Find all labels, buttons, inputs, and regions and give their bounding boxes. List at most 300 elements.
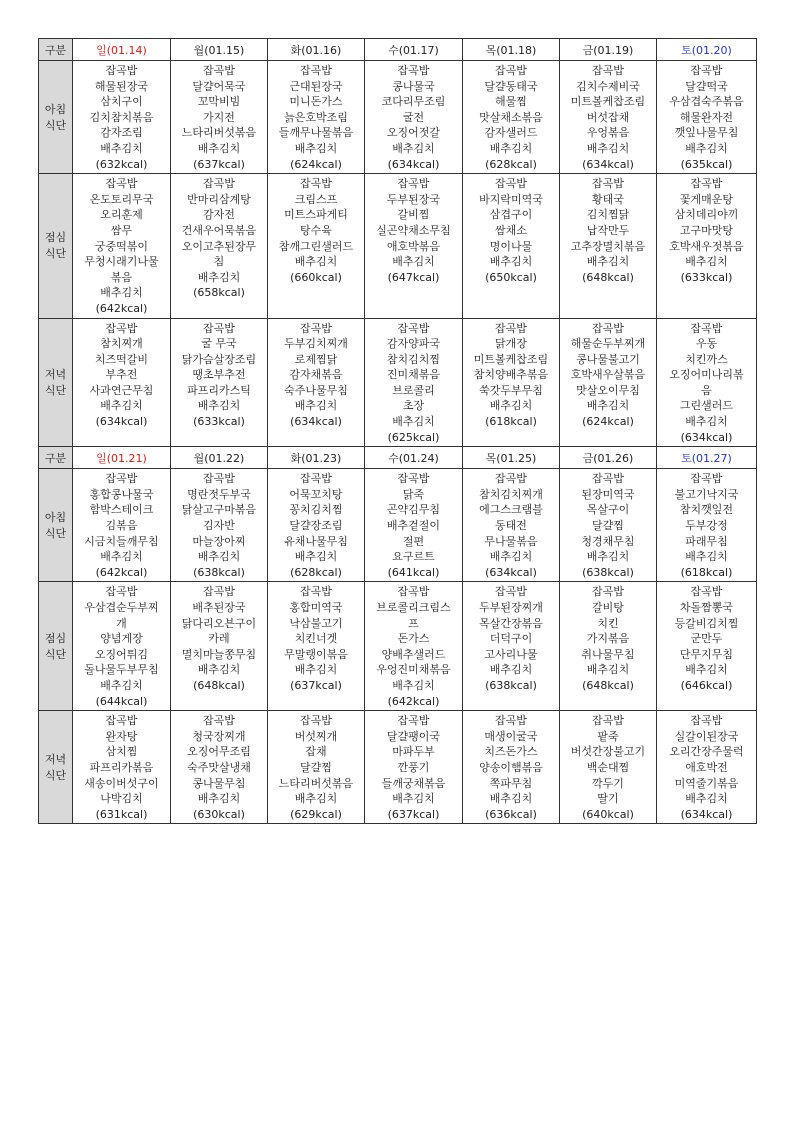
- menu-item: 그린샐러드: [679, 399, 734, 413]
- calorie-label: (629kcal): [290, 807, 342, 821]
- calorie-label: (628kcal): [485, 157, 537, 171]
- menu-item: 배추김치: [685, 255, 728, 269]
- meal-label-cell: [39, 318, 73, 447]
- menu-cell: [657, 174, 757, 318]
- menu-item: 무나물볶음: [484, 534, 538, 548]
- menu-item: 치킨까스: [685, 352, 728, 366]
- menu-item: 배추김치: [100, 678, 143, 692]
- menu-item: 음: [701, 383, 712, 397]
- menu-item: 배추김치: [294, 141, 338, 155]
- menu-item: 닭가슴살장조림: [181, 352, 257, 366]
- meal-label: 아침 식단: [44, 510, 67, 540]
- menu-item: 미니돈가스: [289, 95, 343, 109]
- menu-cell: [560, 318, 657, 447]
- menu-item: 두부된장찌개: [479, 601, 543, 614]
- menu-item: 온도토리무국: [89, 192, 154, 206]
- menu-item: 참치김치찜: [386, 352, 441, 366]
- menu-item: 동태전: [495, 519, 527, 533]
- menu-item: 바지락미역국: [479, 192, 543, 206]
- calorie-label: (638kcal): [193, 565, 245, 579]
- menu-item: 배추김치: [294, 550, 338, 564]
- menu-cell: [657, 469, 757, 582]
- calorie-label: (630kcal): [193, 807, 245, 821]
- menu-item: 가지볶음: [586, 632, 630, 646]
- menu-item: 김치참치볶음: [89, 110, 154, 124]
- calorie-label: (632kcal): [95, 157, 148, 171]
- menu-item: 깍두기: [592, 776, 624, 790]
- menu-item: 낙삼불고기: [289, 616, 343, 630]
- menu-item: 달걀동태국: [484, 79, 538, 93]
- week-header-row: [39, 447, 757, 469]
- menu-item: 오리간장주물럭: [669, 745, 744, 759]
- menu-item: 홍합콩나물국: [89, 487, 154, 501]
- day-header-cell: 목(01.18): [463, 39, 560, 61]
- menu-item: 개: [116, 616, 127, 630]
- menu-item: 배추김치: [685, 141, 728, 155]
- day-header-cell: 월(01.15): [171, 39, 268, 61]
- meal-label: 점심 식단: [44, 231, 67, 261]
- menu-item: 미트볼케찹조림: [473, 352, 549, 366]
- menu-item: 콩나물국: [392, 79, 435, 93]
- menu-item: 배추김치: [685, 663, 728, 677]
- menu-cell: [268, 61, 365, 174]
- menu-item: 치즈돈가스: [484, 745, 538, 759]
- menu-item: 배추김치: [392, 255, 435, 269]
- menu-item: 파프리카볶음: [89, 760, 154, 774]
- menu-item: 잡곡밥: [300, 472, 332, 486]
- menu-item: 잡곡밥: [690, 321, 723, 335]
- menu-item: 양송이햄볶음: [479, 760, 543, 774]
- menu-item: 파래무침: [685, 534, 728, 548]
- menu-item: 배추김치: [489, 792, 533, 806]
- menu-item: 배추김치: [489, 550, 533, 564]
- menu-item: 매생이굴국: [484, 729, 538, 743]
- menu-item: 갈비찜: [397, 208, 430, 222]
- calorie-label: (647kcal): [387, 270, 440, 284]
- menu-item: 꼬막비빔: [197, 95, 241, 109]
- calorie-label: (642kcal): [95, 565, 148, 579]
- menu-item: 땡초부추전: [192, 368, 246, 382]
- menu-item: 잡곡밥: [397, 472, 430, 486]
- menu-item: 배추겉절이: [386, 519, 441, 533]
- menu-item: 배추김치: [197, 399, 241, 413]
- menu-item: 잡곡밥: [203, 585, 235, 599]
- menu-item: 오징어튀김: [94, 647, 149, 661]
- menu-item: 브로콜리: [392, 383, 435, 397]
- menu-item: 잡채: [305, 745, 327, 759]
- menu-item: 삼치구이: [100, 95, 143, 109]
- meal-row: [39, 469, 757, 582]
- menu-item: 완자탕: [105, 729, 138, 743]
- menu-item: 유채나물무침: [284, 534, 348, 548]
- menu-cell: [73, 469, 171, 582]
- menu-cell: [463, 61, 560, 174]
- menu-cell: [73, 318, 171, 447]
- calorie-label: (648kcal): [193, 678, 245, 692]
- menu-item: 해물완자전: [679, 110, 734, 124]
- menu-item: 함박스테이크: [89, 503, 154, 517]
- menu-item: 배추김치: [100, 286, 143, 300]
- menu-item: 쑥갓두부무침: [479, 383, 543, 397]
- menu-item: 닭살고구마볶음: [181, 503, 257, 517]
- menu-item: 마늘장아찌: [192, 534, 246, 548]
- meal-label-cell: [39, 61, 73, 174]
- calorie-label: (660kcal): [290, 270, 342, 284]
- menu-item: 명란젓두부국: [187, 487, 251, 501]
- menu-item: 김치수제비국: [576, 79, 640, 93]
- calorie-label: (625kcal): [387, 430, 440, 444]
- header-label-cell: 구분: [39, 39, 73, 61]
- menu-item: 더덕구이: [489, 632, 533, 646]
- menu-item: 잡곡밥: [105, 714, 138, 728]
- meal-label-cell: [39, 174, 73, 318]
- calorie-label: (618kcal): [485, 415, 537, 429]
- menu-item: 꽁치김치찜: [289, 503, 343, 517]
- calorie-label: (635kcal): [680, 157, 733, 171]
- menu-item: 콩나물무침: [192, 776, 246, 790]
- menu-item: 숙주나물무침: [284, 383, 348, 397]
- menu-item: 삼겹구이: [489, 208, 533, 222]
- menu-item: 잡곡밥: [300, 321, 332, 335]
- menu-item: 배추김치: [392, 792, 435, 806]
- calorie-label: (631kcal): [95, 807, 148, 821]
- menu-cell: [268, 582, 365, 711]
- menu-item: 잡곡밥: [105, 177, 138, 191]
- menu-item: 참치찌개: [100, 337, 143, 351]
- menu-item: 느타리버섯볶음: [181, 126, 257, 140]
- menu-item: 딸기: [597, 792, 619, 806]
- menu-item: 배추김치: [197, 270, 241, 284]
- menu-item: 파프리카스틱: [187, 383, 251, 397]
- menu-item: 황태국: [592, 192, 624, 206]
- menu-item: 늙은호박조림: [284, 110, 348, 124]
- menu-cell: [560, 469, 657, 582]
- menu-item: 실곤약채소무침: [376, 223, 451, 237]
- menu-item: 두부강정: [685, 519, 728, 533]
- menu-item: 배추김치: [586, 550, 630, 564]
- menu-item: 배추김치: [685, 550, 728, 564]
- day-header-cell: 토(01.20): [657, 39, 757, 61]
- day-header-cell: 금(01.26): [560, 447, 657, 469]
- menu-item: 참치깻잎전: [679, 503, 734, 517]
- menu-item: 잡곡밥: [105, 585, 138, 599]
- calorie-label: (637kcal): [387, 807, 440, 821]
- menu-item: 어묵꼬치탕: [289, 487, 343, 501]
- calorie-label: (650kcal): [485, 270, 537, 284]
- menu-item: 탕수육: [300, 223, 332, 237]
- menu-item: 배추된장국: [192, 601, 246, 614]
- menu-item: 참치양배추볶음: [473, 368, 549, 382]
- menu-item: 잡곡밥: [203, 321, 235, 335]
- calorie-label: (644kcal): [95, 694, 148, 708]
- menu-item: 배추김치: [586, 141, 630, 155]
- menu-item: 가지전: [203, 110, 235, 124]
- menu-item: 근대된장국: [289, 79, 343, 93]
- menu-cell: [365, 318, 463, 447]
- menu-item: 감자채볶음: [289, 368, 343, 382]
- menu-item: 배추김치: [489, 255, 533, 269]
- calorie-label: (624kcal): [582, 415, 634, 429]
- menu-cell: [560, 61, 657, 174]
- menu-item: 목살간장볶음: [479, 616, 543, 630]
- menu-item: 군만두: [690, 632, 723, 646]
- menu-item: 취나물무침: [581, 647, 635, 661]
- menu-item: 오징어미나리볶: [669, 368, 744, 382]
- calorie-label: (637kcal): [193, 157, 245, 171]
- day-header-cell: 일(01.21): [73, 447, 171, 469]
- meal-row: [39, 582, 757, 711]
- menu-cell: [560, 711, 657, 824]
- menu-item: 우동: [695, 337, 718, 351]
- menu-item: 잡곡밥: [495, 321, 527, 335]
- menu-item: 두부된장국: [386, 192, 441, 206]
- menu-item: 잡곡밥: [105, 472, 138, 486]
- menu-item: 양배추샐러드: [381, 647, 446, 661]
- menu-item: 우엉볶음: [586, 126, 630, 140]
- menu-table: [38, 38, 757, 824]
- menu-item: 돈가스: [397, 632, 430, 646]
- menu-item: 불고기낙지국: [674, 487, 739, 501]
- menu-item: 미트스파게티: [284, 208, 348, 222]
- menu-item: 김자반: [203, 519, 235, 533]
- calorie-label: (641kcal): [387, 565, 440, 579]
- menu-item: 해물순두부찌개: [570, 337, 646, 351]
- menu-item: 잡곡밥: [592, 714, 624, 728]
- calorie-label: (638kcal): [485, 678, 537, 692]
- menu-cell: [268, 174, 365, 318]
- calorie-label: (658kcal): [193, 286, 245, 300]
- menu-item: 단무지무침: [679, 647, 734, 661]
- menu-item: 요구르트: [392, 550, 435, 564]
- menu-item: 돌나물두부무침: [84, 663, 159, 677]
- menu-item: 느타리버섯볶음: [278, 776, 354, 790]
- menu-item: 맛살채소볶음: [479, 110, 543, 124]
- menu-item: 초장: [402, 399, 425, 413]
- menu-item: 잡곡밥: [300, 714, 332, 728]
- menu-item: 침: [213, 255, 225, 269]
- menu-item: 해물찜: [495, 95, 527, 109]
- menu-item: 에그스크램블: [479, 503, 543, 517]
- menu-item: 배추김치: [294, 663, 338, 677]
- menu-item: 잡곡밥: [203, 472, 235, 486]
- menu-cell: [365, 174, 463, 318]
- menu-item: 잡곡밥: [690, 64, 723, 77]
- menu-cell: [463, 318, 560, 447]
- menu-item: 사과연근무침: [89, 383, 154, 397]
- menu-item: 실갈이된장국: [674, 729, 739, 743]
- menu-item: 프: [408, 616, 419, 630]
- menu-item: 잡곡밥: [495, 714, 527, 728]
- menu-item: 배추김치: [197, 550, 241, 564]
- menu-cell: [365, 582, 463, 711]
- menu-item: 잡곡밥: [300, 177, 332, 191]
- menu-cell: [560, 582, 657, 711]
- menu-item: 호박새우젓볶음: [669, 239, 744, 253]
- menu-cell: [73, 711, 171, 824]
- meal-label: 저녁 식단: [44, 752, 67, 782]
- menu-item: 우엉진미채볶음: [376, 663, 451, 677]
- menu-item: 호박새우살볶음: [570, 368, 646, 382]
- menu-item: 등갈비김치찜: [674, 616, 739, 630]
- meal-label-cell: [39, 711, 73, 824]
- menu-item: 김치찜닭: [586, 208, 630, 222]
- menu-item: 미트볼케찹조림: [570, 95, 646, 109]
- day-header-cell: 일(01.14): [73, 39, 171, 61]
- menu-cell: [365, 711, 463, 824]
- calorie-label: (642kcal): [95, 301, 148, 315]
- menu-item: 달걀팽이국: [386, 729, 441, 743]
- menu-item: 명이나물: [489, 239, 533, 253]
- calorie-label: (636kcal): [485, 807, 537, 821]
- menu-item: 오징어젓갈: [386, 126, 441, 140]
- menu-item: 오이고추된장무: [181, 239, 257, 253]
- menu-item: 쌈채소: [495, 223, 527, 237]
- menu-item: 삼치데리야끼: [674, 208, 739, 222]
- menu-item: 배추김치: [392, 678, 435, 692]
- menu-item: 잡곡밥: [203, 714, 235, 728]
- menu-cell: [463, 711, 560, 824]
- menu-item: 잡곡밥: [690, 714, 723, 728]
- menu-item: 쌈무: [110, 223, 133, 237]
- menu-item: 팥죽: [597, 729, 619, 743]
- menu-item: 감자샐러드: [484, 126, 538, 140]
- menu-item: 배추김치: [100, 550, 143, 564]
- menu-item: 양념게장: [100, 632, 143, 646]
- menu-item: 숙주맛살냉채: [187, 760, 251, 774]
- meal-label: 아침 식단: [44, 102, 67, 132]
- menu-item: 배추김치: [294, 255, 338, 269]
- meal-label-cell: [39, 469, 73, 582]
- menu-item: 고사리나물: [484, 647, 538, 661]
- menu-item: 홍합미역국: [289, 601, 343, 614]
- menu-item: 콩나물불고기: [576, 352, 640, 366]
- menu-item: 잡곡밥: [495, 64, 527, 77]
- header-label-cell: 구분: [39, 447, 73, 469]
- menu-item: 배추김치: [489, 141, 533, 155]
- menu-item: 김볶음: [105, 519, 138, 533]
- menu-item: 부추전: [105, 368, 138, 382]
- menu-item: 버섯잡채: [586, 110, 630, 124]
- menu-item: 감자전: [203, 208, 235, 222]
- menu-table-body: [39, 39, 757, 824]
- menu-item: 굴전: [402, 110, 425, 124]
- menu-item: 해물된장국: [94, 79, 149, 93]
- menu-item: 청국장찌개: [192, 729, 246, 743]
- menu-item: 굴 무국: [201, 337, 237, 351]
- meal-label: 점심 식단: [44, 631, 67, 661]
- meal-label: 저녁 식단: [44, 367, 67, 397]
- calorie-label: (628kcal): [290, 565, 342, 579]
- day-header-cell: 화(01.16): [268, 39, 365, 61]
- menu-item: 배추김치: [392, 415, 435, 429]
- menu-item: 잡곡밥: [300, 585, 332, 599]
- menu-item: 잡곡밥: [592, 321, 624, 335]
- menu-cell: [73, 61, 171, 174]
- menu-item: 진미채볶음: [386, 368, 441, 382]
- menu-item: 배추김치: [489, 663, 533, 677]
- menu-item: 달걀찜: [300, 760, 332, 774]
- menu-item: 잡곡밥: [690, 472, 723, 486]
- menu-item: 배추김치: [586, 663, 630, 677]
- calorie-label: (634kcal): [387, 157, 440, 171]
- menu-item: 무청시래기나물: [84, 255, 159, 269]
- calorie-label: (634kcal): [680, 430, 733, 444]
- calorie-label: (633kcal): [680, 270, 733, 284]
- calorie-label: (634kcal): [582, 157, 634, 171]
- menu-item: 꽃게매운탕: [679, 192, 734, 206]
- menu-item: 볶음: [110, 270, 133, 284]
- menu-item: 고추장멸치볶음: [570, 239, 646, 253]
- menu-item: 달걀떡국: [685, 79, 728, 93]
- menu-item: 반마리삼계탕: [187, 192, 251, 206]
- calorie-label: (640kcal): [582, 807, 634, 821]
- menu-item: 닭개장: [495, 337, 527, 351]
- calorie-label: (618kcal): [680, 565, 733, 579]
- menu-cell: [463, 174, 560, 318]
- calorie-label: (637kcal): [290, 678, 342, 692]
- menu-item: 잡곡밥: [495, 472, 527, 486]
- menu-item: 배추김치: [489, 399, 533, 413]
- menu-item: 치킨너겟: [294, 632, 338, 646]
- menu-item: 잡곡밥: [105, 64, 138, 77]
- menu-item: 브로콜리크림스: [376, 601, 451, 614]
- menu-item: 고구마맛탕: [679, 223, 734, 237]
- day-header-cell: 토(01.27): [657, 447, 757, 469]
- menu-cell: [657, 711, 757, 824]
- menu-item: 배추김치: [100, 141, 143, 155]
- calorie-label: (648kcal): [582, 270, 634, 284]
- calorie-label: (634kcal): [680, 807, 733, 821]
- calorie-label: (648kcal): [582, 678, 634, 692]
- menu-item: 감자조림: [100, 126, 143, 140]
- menu-item: 잡곡밥: [495, 177, 527, 191]
- menu-item: 들깨궁채볶음: [381, 776, 446, 790]
- menu-item: 목살구이: [586, 503, 630, 517]
- menu-item: 새송이버섯구이: [84, 776, 159, 790]
- calorie-label: (624kcal): [290, 157, 342, 171]
- menu-item: 차돌짬뽕국: [679, 601, 734, 614]
- menu-cell: [463, 469, 560, 582]
- menu-item: 달걀장조림: [289, 519, 343, 533]
- calorie-label: (633kcal): [193, 415, 245, 429]
- menu-cell: [560, 174, 657, 318]
- menu-item: 참치김치찌개: [479, 487, 543, 501]
- menu-item: 갈비탕: [592, 601, 624, 614]
- calorie-label: (634kcal): [95, 415, 148, 429]
- meal-row: [39, 711, 757, 824]
- menu-item: 참깨그린샐러드: [278, 239, 354, 253]
- menu-item: 오리훈제: [100, 208, 143, 222]
- menu-item: 미역줄기볶음: [674, 776, 739, 790]
- menu-item: 무말랭이볶음: [284, 647, 348, 661]
- menu-item: 된장미역국: [581, 487, 635, 501]
- menu-item: 납작만두: [586, 223, 630, 237]
- menu-item: 배추김치: [100, 399, 143, 413]
- calorie-label: (634kcal): [485, 565, 537, 579]
- menu-item: 배추김치: [197, 141, 241, 155]
- menu-item: 시금치들깨무침: [84, 534, 159, 548]
- menu-cell: [171, 174, 268, 318]
- menu-item: 곤약김무침: [386, 503, 441, 517]
- menu-cell: [171, 582, 268, 711]
- menu-item: 잡곡밥: [397, 714, 430, 728]
- calorie-label: (642kcal): [387, 694, 440, 708]
- menu-item: 치즈떡갈비: [94, 352, 149, 366]
- menu-item: 애호박전: [685, 760, 728, 774]
- menu-item: 잡곡밥: [300, 64, 332, 77]
- calorie-label: (638kcal): [582, 565, 634, 579]
- meal-row: [39, 61, 757, 174]
